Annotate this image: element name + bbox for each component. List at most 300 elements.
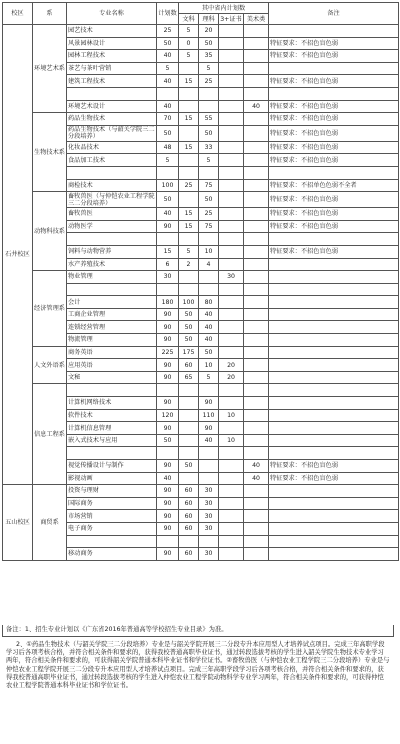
remark-cell (269, 308, 399, 321)
like-cell: 50 (199, 125, 219, 141)
major-cell: 计算机信息管理 (67, 422, 157, 435)
remark-cell: 特征要求：不招色盲色弱 (269, 154, 399, 167)
plan-cell: 100 (157, 179, 179, 192)
plan-cell: 90 (157, 371, 179, 384)
cert-cell (219, 522, 244, 535)
header-remark: 备注 (269, 3, 399, 25)
notes-section (2, 625, 394, 690)
plan-cell (157, 535, 179, 548)
table-body (3, 25, 399, 561)
major-cell: 物业管理 (67, 271, 157, 284)
header-dept: 系 (33, 3, 67, 25)
art-cell (244, 62, 269, 75)
major-cell: 风景园林设计 (67, 37, 157, 50)
like-cell: 5 (199, 154, 219, 167)
remark-cell (269, 422, 399, 435)
art-cell (244, 434, 269, 447)
art-cell (244, 409, 269, 422)
like-cell: 40 (199, 434, 219, 447)
remark-cell (269, 359, 399, 372)
cert-cell: 20 (219, 359, 244, 372)
art-cell (244, 296, 269, 309)
like-cell (199, 460, 219, 473)
art-cell (244, 25, 269, 38)
plan-cell: 48 (157, 141, 179, 154)
table-row (3, 192, 399, 208)
like-cell (199, 100, 219, 113)
art-cell (244, 113, 269, 126)
art-cell (244, 258, 269, 271)
like-cell: 25 (199, 208, 219, 221)
remark-cell: 特征要求：不招色盲色弱 (269, 100, 399, 113)
table-row (3, 113, 399, 126)
like-cell: 33 (199, 141, 219, 154)
like-cell: 40 (199, 321, 219, 334)
wenke-cell (179, 87, 199, 100)
like-cell: 50 (199, 37, 219, 50)
cert-cell (219, 233, 244, 246)
remark-cell (269, 535, 399, 548)
wenke-cell (179, 233, 199, 246)
plan-cell: 50 (157, 192, 179, 208)
remark-cell (269, 166, 399, 179)
header-major: 专业名称 (67, 3, 157, 25)
art-cell (244, 192, 269, 208)
remark-cell: 特征要求：不招色盲色弱 (269, 50, 399, 63)
like-cell (199, 166, 219, 179)
table-row (3, 271, 399, 284)
note-2: 2、①药品生物技术（与韶关学院三二分段培养）专业是与韶关学院开展三二分段专升本应用型人才培养试点项目。完成三年高职学段学习后各项考核合格，并符合相关条件和要求的，获得我校普通高职毕业证书，通过转段选拔考核的学生进入韶关学院生物技术专业学习两年，符合相关条件和要求的，可获得韶关学院普通本科毕业证书和学位证书。②畜牧兽医（与仲恺农业工程学院三二分段培养）专业是与仲恺农业工程学院开展三二分段专升本应用型人才培养试点项目。完成三年高职学段学习后各项考核合格，并符合相关条件和要求的，获得我校普通高职毕业证书，通过转段选拔考核的学生进入仲恺农业工程学院动物科学专业学习两年，符合相关条件和要求的，可获得仲恺农业工程学院普通本科毕业证书和学位证书。 (6, 641, 390, 690)
major-cell (67, 384, 157, 397)
header-provincial: 其中省内计划数 (179, 3, 269, 14)
header-row-1 (3, 3, 399, 14)
remark-cell (269, 296, 399, 309)
major-cell: 饲料与动物营养 (67, 245, 157, 258)
art-cell (244, 535, 269, 548)
wenke-cell (179, 271, 199, 284)
plan-cell: 90 (157, 321, 179, 334)
major-cell: 国际商务 (67, 497, 157, 510)
art-cell (244, 485, 269, 498)
remark-cell (269, 497, 399, 510)
plan-cell: 30 (157, 271, 179, 284)
remark-cell (269, 371, 399, 384)
cert-cell (219, 100, 244, 113)
plan-cell: 50 (157, 125, 179, 141)
wenke-cell: 50 (179, 460, 199, 473)
like-cell: 75 (199, 220, 219, 233)
art-cell (244, 87, 269, 100)
major-cell: 文秘 (67, 371, 157, 384)
cert-cell (219, 308, 244, 321)
like-cell: 30 (199, 522, 219, 535)
plan-cell: 90 (157, 510, 179, 523)
art-cell (244, 397, 269, 410)
plan-cell: 25 (157, 25, 179, 38)
art-cell (244, 548, 269, 561)
art-cell (244, 422, 269, 435)
like-cell: 25 (199, 75, 219, 88)
major-cell: 建筑工程技术 (67, 75, 157, 88)
art-cell (244, 50, 269, 63)
like-cell: 80 (199, 296, 219, 309)
like-cell: 30 (199, 510, 219, 523)
wenke-cell: 50 (179, 334, 199, 347)
major-cell: 动物医学 (67, 220, 157, 233)
major-cell: 园林工程技术 (67, 50, 157, 63)
plan-cell: 90 (157, 334, 179, 347)
department-cell: 动物科技系 (33, 192, 67, 271)
art-cell (244, 220, 269, 233)
wenke-cell (179, 384, 199, 397)
remark-cell: 特征要求：不招色盲色弱 (269, 460, 399, 473)
table-row (3, 384, 399, 397)
plan-cell: 120 (157, 409, 179, 422)
cert-cell (219, 192, 244, 208)
wenke-cell (179, 472, 199, 485)
wenke-cell: 15 (179, 141, 199, 154)
cert-cell (219, 125, 244, 141)
remark-cell: 特征要求：不招色盲色弱 (269, 192, 399, 208)
like-cell: 55 (199, 113, 219, 126)
cert-cell (219, 50, 244, 63)
art-cell (244, 359, 269, 372)
like-cell: 40 (199, 308, 219, 321)
cert-cell (219, 25, 244, 38)
remark-cell (269, 271, 399, 284)
cert-cell: 10 (219, 434, 244, 447)
wenke-cell: 5 (179, 50, 199, 63)
cert-cell (219, 384, 244, 397)
plan-cell: 40 (157, 75, 179, 88)
wenke-cell (179, 283, 199, 296)
remark-cell (269, 283, 399, 296)
remark-cell: 特征要求：不招色盲色弱 (269, 472, 399, 485)
remark-cell (269, 485, 399, 498)
plan-cell: 50 (157, 434, 179, 447)
art-cell (244, 371, 269, 384)
major-cell (67, 447, 157, 460)
art-cell (244, 154, 269, 167)
department-cell: 人文外语系 (33, 346, 67, 384)
like-cell (199, 384, 219, 397)
art-cell (244, 447, 269, 460)
art-cell: 40 (244, 100, 269, 113)
like-cell: 4 (199, 258, 219, 271)
wenke-cell: 50 (179, 321, 199, 334)
like-cell (199, 233, 219, 246)
art-cell: 40 (244, 460, 269, 473)
major-cell: 软件技术 (67, 409, 157, 422)
like-cell (199, 283, 219, 296)
like-cell: 10 (199, 359, 219, 372)
department-cell: 生物技术系 (33, 113, 67, 192)
wenke-cell: 60 (179, 522, 199, 535)
plan-cell: 90 (157, 460, 179, 473)
cert-cell (219, 87, 244, 100)
wenke-cell: 60 (179, 485, 199, 498)
wenke-cell (179, 447, 199, 460)
cert-cell (219, 422, 244, 435)
table-row (3, 25, 399, 38)
remark-cell: 特征要求：不招色盲色弱 (269, 220, 399, 233)
art-cell (244, 497, 269, 510)
wenke-cell: 65 (179, 371, 199, 384)
plan-cell (157, 447, 179, 460)
cert-cell (219, 321, 244, 334)
table-row (3, 346, 399, 359)
plan-cell: 70 (157, 113, 179, 126)
art-cell: 40 (244, 472, 269, 485)
like-cell: 20 (199, 25, 219, 38)
remark-cell (269, 346, 399, 359)
art-cell (244, 321, 269, 334)
cert-cell (219, 220, 244, 233)
like-cell: 30 (199, 497, 219, 510)
cert-cell (219, 283, 244, 296)
plan-cell: 225 (157, 346, 179, 359)
major-cell: 会计 (67, 296, 157, 309)
major-cell: 茶艺与茶叶营销 (67, 62, 157, 75)
department-cell: 环境艺术系 (33, 25, 67, 113)
remark-cell: 特征要求：不招色盲色弱 (269, 37, 399, 50)
art-cell (244, 384, 269, 397)
wenke-cell: 100 (179, 296, 199, 309)
art-cell (244, 125, 269, 141)
plan-cell: 50 (157, 37, 179, 50)
plan-cell (157, 384, 179, 397)
cert-cell (219, 447, 244, 460)
remark-cell: 特征要求：不招单色色弱不全者 (269, 179, 399, 192)
remark-cell (269, 510, 399, 523)
plan-cell (157, 87, 179, 100)
wenke-cell: 60 (179, 497, 199, 510)
wenke-cell: 175 (179, 346, 199, 359)
wenke-cell (179, 192, 199, 208)
plan-cell: 90 (157, 548, 179, 561)
wenke-cell: 5 (179, 245, 199, 258)
major-cell: 移动商务 (67, 548, 157, 561)
enrollment-plan-table (2, 2, 399, 561)
remark-cell: 特征要求：不招色盲色弱 (269, 125, 399, 141)
cert-cell (219, 154, 244, 167)
wenke-cell (179, 422, 199, 435)
wenke-cell (179, 154, 199, 167)
plan-cell (157, 283, 179, 296)
major-cell: 连锁经营管理 (67, 321, 157, 334)
cert-cell (219, 296, 244, 309)
major-cell (67, 233, 157, 246)
remark-cell (269, 548, 399, 561)
art-cell (244, 37, 269, 50)
cert-cell (219, 510, 244, 523)
art-cell (244, 346, 269, 359)
cert-cell (219, 334, 244, 347)
major-cell: 视觉传播设计与制作 (67, 460, 157, 473)
wenke-cell (179, 62, 199, 75)
wenke-cell (179, 409, 199, 422)
department-cell: 商贸系 (33, 485, 67, 561)
remark-cell (269, 409, 399, 422)
header-campus: 校区 (3, 3, 33, 25)
art-cell (244, 179, 269, 192)
like-cell (199, 447, 219, 460)
plan-cell: 15 (157, 245, 179, 258)
art-cell (244, 308, 269, 321)
like-cell: 40 (199, 334, 219, 347)
plan-cell: 90 (157, 397, 179, 410)
remark-cell (269, 522, 399, 535)
major-cell: 畜牧兽医（与仲恺农业工程学院三二分段培养） (68, 192, 155, 207)
plan-cell: 90 (157, 359, 179, 372)
like-cell (199, 271, 219, 284)
remark-cell: 特征要求：不招色盲色弱 (269, 208, 399, 221)
wenke-cell: 15 (179, 75, 199, 88)
header-plan: 计划数 (157, 3, 179, 25)
major-cell: 商务英语 (67, 346, 157, 359)
art-cell (244, 245, 269, 258)
header-wenke: 文科 (179, 14, 199, 25)
cert-cell (219, 179, 244, 192)
wenke-cell (179, 100, 199, 113)
wenke-cell: 60 (179, 510, 199, 523)
cert-cell (219, 548, 244, 561)
plan-cell: 6 (157, 258, 179, 271)
plan-cell: 90 (157, 497, 179, 510)
cert-cell (219, 258, 244, 271)
plan-cell (157, 166, 179, 179)
department-cell: 信息工程系 (33, 384, 67, 485)
header-art: 美术类 (244, 14, 269, 25)
cert-cell: 20 (219, 371, 244, 384)
table-row (3, 485, 399, 498)
like-cell: 35 (199, 50, 219, 63)
major-cell: 物流管理 (67, 334, 157, 347)
art-cell (244, 522, 269, 535)
wenke-cell: 25 (179, 179, 199, 192)
wenke-cell: 50 (179, 308, 199, 321)
remark-cell (269, 447, 399, 460)
wenke-cell (179, 434, 199, 447)
plan-cell: 40 (157, 50, 179, 63)
cert-cell (219, 485, 244, 498)
remark-cell: 特征要求：不招色盲色弱 (269, 113, 399, 126)
art-cell (244, 510, 269, 523)
remark-cell: 特征要求：不招色盲色弱 (269, 245, 399, 258)
major-cell: 药品生物技术 (67, 113, 157, 126)
wenke-cell: 15 (179, 220, 199, 233)
major-cell: 商检技术 (67, 179, 157, 192)
plan-cell: 40 (157, 208, 179, 221)
major-cell (67, 283, 157, 296)
major-cell: 食品加工技术 (67, 154, 157, 167)
department-cell: 经济管理系 (33, 271, 67, 347)
cert-cell (219, 141, 244, 154)
art-cell (244, 208, 269, 221)
wenke-cell: 0 (179, 37, 199, 50)
cert-cell (219, 460, 244, 473)
wenke-cell (179, 125, 199, 141)
remark-cell: 特征要求：不招色盲色弱 (269, 141, 399, 154)
wenke-cell: 2 (179, 258, 199, 271)
wenke-cell: 5 (179, 25, 199, 38)
like-cell: 5 (199, 62, 219, 75)
major-cell: 环境艺术设计 (67, 100, 157, 113)
cert-cell (219, 346, 244, 359)
major-cell: 计算机网络技术 (67, 397, 157, 410)
remark-cell (269, 62, 399, 75)
cert-cell (219, 75, 244, 88)
cert-cell (219, 166, 244, 179)
plan-cell: 90 (157, 485, 179, 498)
cert-cell (219, 472, 244, 485)
remark-cell (269, 258, 399, 271)
cert-cell: 10 (219, 409, 244, 422)
cert-cell (219, 62, 244, 75)
major-cell: 化妆品技术 (67, 141, 157, 154)
cert-cell (219, 245, 244, 258)
remark-cell (269, 321, 399, 334)
major-cell: 园艺技术 (67, 25, 157, 38)
major-cell: 投资与理财 (67, 485, 157, 498)
wenke-cell: 60 (179, 548, 199, 561)
like-cell (199, 472, 219, 485)
major-cell (67, 166, 157, 179)
plan-cell: 90 (157, 308, 179, 321)
wenke-cell (179, 535, 199, 548)
cert-cell: 30 (219, 271, 244, 284)
like-cell (199, 87, 219, 100)
remark-cell (269, 233, 399, 246)
art-cell (244, 271, 269, 284)
like-cell: 30 (199, 485, 219, 498)
art-cell (244, 166, 269, 179)
remark-cell (269, 25, 399, 38)
campus-cell: 石井校区 (3, 25, 33, 485)
like-cell: 75 (199, 179, 219, 192)
cert-cell (219, 535, 244, 548)
cert-cell (219, 113, 244, 126)
major-cell (67, 535, 157, 548)
major-cell: 应用英语 (67, 359, 157, 372)
remark-cell (269, 334, 399, 347)
like-cell: 5 (199, 371, 219, 384)
wenke-cell: 15 (179, 208, 199, 221)
major-cell: 畜牧兽医 (67, 208, 157, 221)
like-cell (199, 535, 219, 548)
plan-cell: 40 (157, 100, 179, 113)
plan-cell: 40 (157, 472, 179, 485)
plan-cell: 90 (157, 522, 179, 535)
like-cell: 50 (199, 192, 219, 208)
cert-cell (219, 497, 244, 510)
remark-cell (269, 87, 399, 100)
campus-cell: 五山校区 (3, 485, 33, 561)
cert-cell (219, 397, 244, 410)
wenke-cell: 15 (179, 113, 199, 126)
plan-cell: 90 (157, 422, 179, 435)
wenke-cell: 60 (179, 359, 199, 372)
like-cell: 10 (199, 245, 219, 258)
major-cell: 市场营销 (67, 510, 157, 523)
plan-cell: 5 (157, 62, 179, 75)
remark-cell (269, 434, 399, 447)
wenke-cell (179, 166, 199, 179)
like-cell: 50 (199, 346, 219, 359)
header-cert: 3+证书 (220, 15, 242, 23)
cert-cell (219, 37, 244, 50)
plan-cell: 180 (157, 296, 179, 309)
